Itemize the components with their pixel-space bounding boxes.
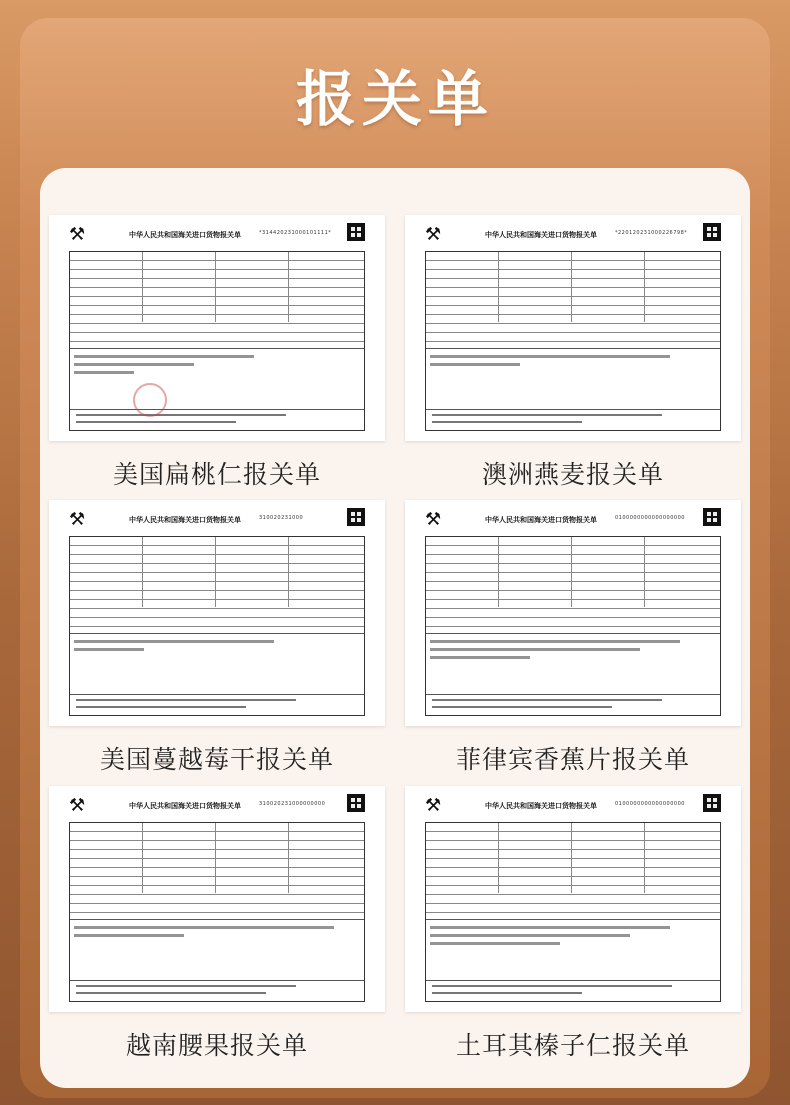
qr-code-icon	[703, 223, 721, 241]
qr-code-icon	[703, 794, 721, 812]
customs-emblem-icon: ⚒	[69, 795, 86, 816]
customs-declaration-image	[405, 500, 741, 726]
form-grid	[69, 251, 365, 431]
barcode-number: 0100000000000000000	[615, 515, 685, 521]
form-grid	[425, 251, 721, 431]
document-caption: 美国扁桃仁报关单	[112, 460, 321, 489]
form-grid	[69, 822, 365, 1002]
form-title: 中华人民共和国海关进口货物报关单	[129, 516, 241, 524]
customs-declaration-image	[49, 500, 385, 726]
form-title: 中华人民共和国海关进口货物报关单	[129, 231, 241, 239]
customs-declaration-image	[405, 215, 741, 441]
document-caption: 菲律宾香蕉片报关单	[455, 745, 690, 774]
customs-emblem-icon: ⚒	[425, 224, 442, 245]
customs-emblem-icon: ⚒	[69, 509, 86, 530]
customs-emblem-icon: ⚒	[425, 509, 442, 530]
form-grid	[69, 536, 365, 716]
form-title: 中华人民共和国海关进口货物报关单	[485, 231, 597, 239]
document-caption: 土耳其榛子仁报关单	[455, 1031, 690, 1060]
form-grid	[425, 536, 721, 716]
page-title: 报关单	[296, 65, 494, 135]
barcode-number: *314420231000101111*	[259, 230, 332, 236]
barcode-number: *220120231000226798*	[615, 230, 688, 236]
form-title: 中华人民共和国海关进口货物报关单	[485, 516, 597, 524]
form-title: 中华人民共和国海关进口货物报关单	[129, 802, 241, 810]
form-grid	[425, 822, 721, 1002]
qr-code-icon	[347, 794, 365, 812]
barcode-number: 310020231000	[259, 515, 304, 521]
customs-emblem-icon: ⚒	[69, 224, 86, 245]
customs-declaration-image	[49, 786, 385, 1012]
customs-emblem-icon: ⚒	[425, 795, 442, 816]
official-seal	[133, 383, 167, 417]
form-title: 中华人民共和国海关进口货物报关单	[485, 802, 597, 810]
document-caption: 澳洲燕麦报关单	[481, 460, 664, 489]
qr-code-icon	[347, 223, 365, 241]
customs-declaration-image	[405, 786, 741, 1012]
customs-declaration-image	[49, 215, 385, 441]
barcode-number: 0100000000000000000	[615, 801, 685, 807]
qr-code-icon	[347, 508, 365, 526]
document-caption: 美国蔓越莓干报关单	[99, 745, 334, 774]
document-caption: 越南腰果报关单	[125, 1031, 308, 1060]
barcode-number: 310020231000000000	[259, 801, 326, 807]
qr-code-icon	[703, 508, 721, 526]
